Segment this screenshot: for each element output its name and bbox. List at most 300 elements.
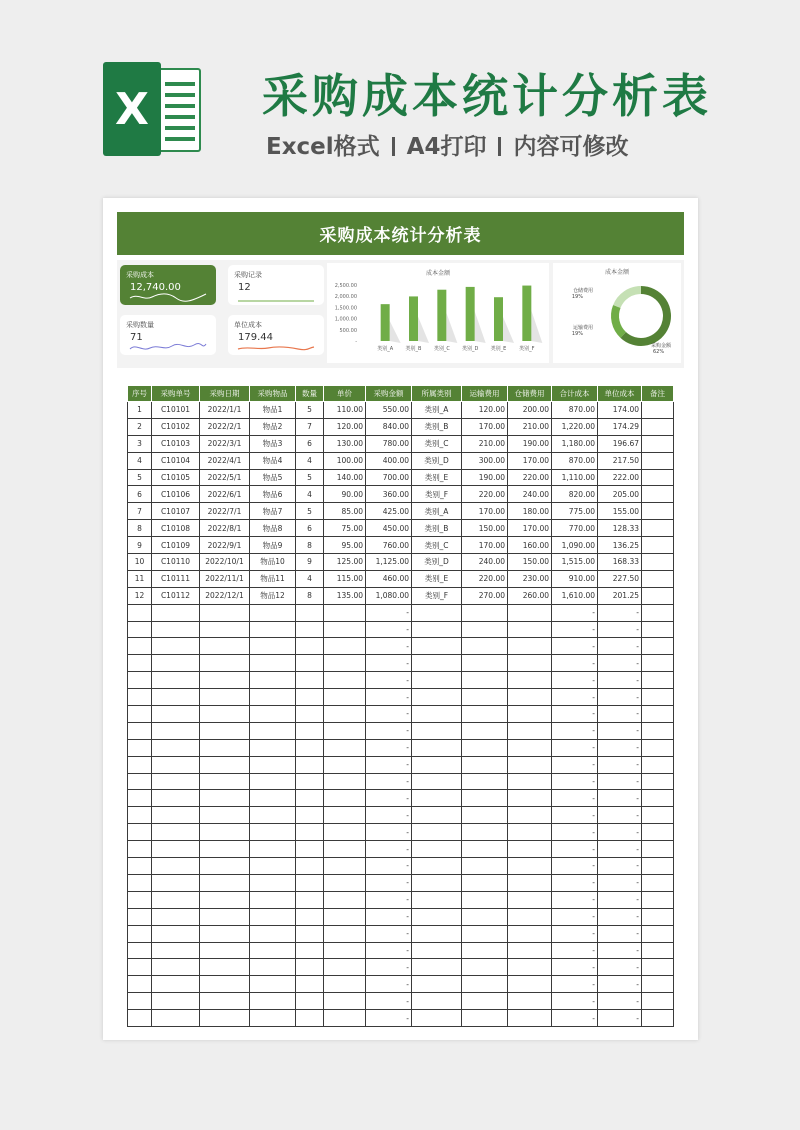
table-cell[interactable] (250, 790, 296, 807)
table-cell[interactable]: 270.00 (462, 587, 508, 604)
table-cell[interactable]: - (366, 638, 412, 655)
table-cell[interactable]: 210.00 (508, 418, 552, 435)
table-cell[interactable] (462, 993, 508, 1010)
table-cell[interactable] (250, 908, 296, 925)
table-cell[interactable]: 6 (296, 520, 324, 537)
table-cell[interactable] (128, 807, 152, 824)
table-cell[interactable] (324, 790, 366, 807)
table-cell[interactable]: - (552, 1010, 598, 1027)
table-cell[interactable] (128, 891, 152, 908)
table-cell[interactable]: 450.00 (366, 520, 412, 537)
table-cell[interactable] (296, 672, 324, 689)
table-cell[interactable] (462, 706, 508, 723)
table-cell[interactable] (200, 841, 250, 858)
table-cell[interactable]: 201.25 (598, 587, 642, 604)
table-cell[interactable]: C10102 (152, 418, 200, 435)
table-cell[interactable]: C10112 (152, 587, 200, 604)
table-cell[interactable]: 6 (128, 486, 152, 503)
table-cell[interactable] (462, 976, 508, 993)
table-cell[interactable]: 910.00 (552, 570, 598, 587)
table-cell[interactable] (508, 655, 552, 672)
table-cell[interactable] (250, 722, 296, 739)
table-cell[interactable]: C10103 (152, 435, 200, 452)
table-cell[interactable]: 170.00 (462, 418, 508, 435)
table-cell[interactable] (152, 638, 200, 655)
table-cell[interactable]: - (552, 722, 598, 739)
table-cell[interactable] (508, 773, 552, 790)
table-cell[interactable] (642, 655, 674, 672)
table-cell[interactable] (324, 621, 366, 638)
table-cell[interactable] (250, 621, 296, 638)
table-cell[interactable]: 类别_E (412, 469, 462, 486)
table-cell[interactable]: 5 (296, 402, 324, 419)
table-cell[interactable]: 217.50 (598, 452, 642, 469)
table-cell[interactable] (152, 756, 200, 773)
table-cell[interactable] (412, 959, 462, 976)
table-cell[interactable]: C10105 (152, 469, 200, 486)
table-cell[interactable]: 4 (128, 452, 152, 469)
table-cell[interactable] (462, 621, 508, 638)
table-cell[interactable] (296, 891, 324, 908)
table-cell[interactable]: - (552, 858, 598, 875)
table-cell[interactable]: 1,125.00 (366, 554, 412, 571)
table-cell[interactable] (642, 959, 674, 976)
table-cell[interactable]: 物品6 (250, 486, 296, 503)
table-cell[interactable]: 75.00 (324, 520, 366, 537)
table-cell[interactable]: 2022/4/1 (200, 452, 250, 469)
table-cell[interactable] (250, 773, 296, 790)
table-cell[interactable]: 136.25 (598, 537, 642, 554)
table-cell[interactable] (152, 959, 200, 976)
table-cell[interactable] (324, 706, 366, 723)
table-cell[interactable] (128, 942, 152, 959)
table-cell[interactable]: 4 (296, 570, 324, 587)
table-cell[interactable] (642, 993, 674, 1010)
table-cell[interactable] (462, 722, 508, 739)
table-cell[interactable]: 150.00 (462, 520, 508, 537)
table-cell[interactable] (250, 824, 296, 841)
table-cell[interactable] (200, 638, 250, 655)
table-cell[interactable]: - (598, 942, 642, 959)
table-cell[interactable] (200, 824, 250, 841)
table-cell[interactable] (324, 858, 366, 875)
table-cell[interactable] (128, 604, 152, 621)
table-cell[interactable] (642, 773, 674, 790)
table-cell[interactable]: 2022/2/1 (200, 418, 250, 435)
table-cell[interactable]: 1,180.00 (552, 435, 598, 452)
table-cell[interactable] (642, 908, 674, 925)
table-cell[interactable]: - (598, 908, 642, 925)
table-cell[interactable]: 物品2 (250, 418, 296, 435)
table-cell[interactable] (296, 874, 324, 891)
table-cell[interactable]: - (552, 773, 598, 790)
table-cell[interactable]: 物品11 (250, 570, 296, 587)
table-cell[interactable]: 120.00 (462, 402, 508, 419)
table-cell[interactable] (642, 554, 674, 571)
table-cell[interactable] (200, 621, 250, 638)
table-cell[interactable]: 2022/5/1 (200, 469, 250, 486)
table-cell[interactable] (200, 891, 250, 908)
table-cell[interactable] (642, 756, 674, 773)
table-cell[interactable]: 160.00 (508, 537, 552, 554)
table-cell[interactable]: 物品5 (250, 469, 296, 486)
table-cell[interactable] (462, 942, 508, 959)
table-cell[interactable] (200, 790, 250, 807)
table-cell[interactable] (296, 942, 324, 959)
table-cell[interactable] (642, 807, 674, 824)
table-cell[interactable] (296, 841, 324, 858)
table-cell[interactable] (508, 841, 552, 858)
table-cell[interactable] (462, 790, 508, 807)
table-cell[interactable]: 8 (296, 587, 324, 604)
table-cell[interactable]: 170.00 (508, 452, 552, 469)
table-cell[interactable]: 1,515.00 (552, 554, 598, 571)
table-cell[interactable] (296, 1010, 324, 1027)
table-cell[interactable] (508, 722, 552, 739)
table-cell[interactable]: - (552, 807, 598, 824)
table-cell[interactable]: 870.00 (552, 452, 598, 469)
table-cell[interactable] (250, 638, 296, 655)
table-cell[interactable]: 类别_A (412, 402, 462, 419)
table-cell[interactable] (462, 756, 508, 773)
table-cell[interactable] (642, 925, 674, 942)
table-cell[interactable]: 227.50 (598, 570, 642, 587)
table-cell[interactable] (462, 858, 508, 875)
table-cell[interactable]: 2022/11/1 (200, 570, 250, 587)
table-cell[interactable]: 550.00 (366, 402, 412, 419)
table-cell[interactable] (128, 959, 152, 976)
table-cell[interactable] (128, 638, 152, 655)
table-cell[interactable]: 2022/10/1 (200, 554, 250, 571)
table-cell[interactable]: 196.67 (598, 435, 642, 452)
table-cell[interactable] (152, 824, 200, 841)
table-cell[interactable]: 5 (296, 503, 324, 520)
table-cell[interactable]: 100.00 (324, 452, 366, 469)
table-cell[interactable]: 8 (128, 520, 152, 537)
table-cell[interactable]: - (366, 976, 412, 993)
table-cell[interactable] (642, 739, 674, 756)
table-cell[interactable] (508, 807, 552, 824)
table-cell[interactable] (296, 739, 324, 756)
table-cell[interactable] (128, 689, 152, 706)
table-cell[interactable] (324, 874, 366, 891)
table-cell[interactable]: - (552, 756, 598, 773)
table-cell[interactable] (412, 706, 462, 723)
table-cell[interactable]: 1,090.00 (552, 537, 598, 554)
table-cell[interactable] (462, 604, 508, 621)
table-cell[interactable]: C10106 (152, 486, 200, 503)
table-cell[interactable] (462, 638, 508, 655)
table-cell[interactable]: - (598, 925, 642, 942)
table-cell[interactable]: C10101 (152, 402, 200, 419)
table-cell[interactable]: 180.00 (508, 503, 552, 520)
table-cell[interactable]: - (366, 874, 412, 891)
table-cell[interactable] (642, 1010, 674, 1027)
table-cell[interactable] (128, 858, 152, 875)
table-cell[interactable]: - (598, 773, 642, 790)
table-cell[interactable] (200, 942, 250, 959)
table-cell[interactable]: C10110 (152, 554, 200, 571)
table-cell[interactable] (296, 689, 324, 706)
table-cell[interactable] (412, 773, 462, 790)
table-cell[interactable] (128, 672, 152, 689)
table-cell[interactable]: - (552, 655, 598, 672)
table-cell[interactable]: - (552, 891, 598, 908)
table-cell[interactable]: 物品12 (250, 587, 296, 604)
table-cell[interactable]: - (598, 604, 642, 621)
table-cell[interactable] (462, 841, 508, 858)
table-cell[interactable]: 120.00 (324, 418, 366, 435)
table-cell[interactable] (152, 841, 200, 858)
table-cell[interactable]: - (598, 807, 642, 824)
table-cell[interactable] (250, 706, 296, 723)
table-cell[interactable]: 2022/9/1 (200, 537, 250, 554)
table-cell[interactable] (128, 874, 152, 891)
table-cell[interactable] (412, 858, 462, 875)
table-cell[interactable] (508, 739, 552, 756)
table-cell[interactable]: - (366, 942, 412, 959)
table-cell[interactable] (642, 638, 674, 655)
table-cell[interactable] (412, 942, 462, 959)
table-cell[interactable] (250, 756, 296, 773)
table-cell[interactable]: 240.00 (508, 486, 552, 503)
table-cell[interactable] (642, 672, 674, 689)
table-cell[interactable]: 12 (128, 587, 152, 604)
table-cell[interactable] (642, 486, 674, 503)
table-cell[interactable]: 2022/6/1 (200, 486, 250, 503)
table-cell[interactable]: 5 (128, 469, 152, 486)
table-cell[interactable] (462, 891, 508, 908)
table-cell[interactable] (642, 537, 674, 554)
table-cell[interactable] (152, 1010, 200, 1027)
table-cell[interactable]: - (598, 655, 642, 672)
table-cell[interactable] (324, 993, 366, 1010)
table-cell[interactable]: - (552, 942, 598, 959)
table-cell[interactable]: 物品4 (250, 452, 296, 469)
table-cell[interactable] (462, 807, 508, 824)
table-cell[interactable] (200, 858, 250, 875)
table-cell[interactable]: 类别_E (412, 570, 462, 587)
table-cell[interactable] (412, 756, 462, 773)
table-cell[interactable] (642, 520, 674, 537)
table-cell[interactable]: 820.00 (552, 486, 598, 503)
table-cell[interactable] (200, 756, 250, 773)
table-cell[interactable] (412, 841, 462, 858)
table-cell[interactable] (128, 655, 152, 672)
table-cell[interactable] (324, 672, 366, 689)
table-cell[interactable] (412, 604, 462, 621)
table-cell[interactable]: - (598, 756, 642, 773)
table-cell[interactable] (462, 672, 508, 689)
table-cell[interactable] (200, 604, 250, 621)
table-cell[interactable] (200, 993, 250, 1010)
table-cell[interactable]: - (366, 858, 412, 875)
table-cell[interactable] (412, 874, 462, 891)
table-cell[interactable]: - (598, 790, 642, 807)
table-cell[interactable]: 2 (128, 418, 152, 435)
table-cell[interactable]: - (366, 841, 412, 858)
table-cell[interactable] (296, 756, 324, 773)
table-cell[interactable] (508, 874, 552, 891)
table-cell[interactable] (152, 773, 200, 790)
table-cell[interactable] (296, 706, 324, 723)
table-cell[interactable]: 2022/7/1 (200, 503, 250, 520)
table-cell[interactable] (324, 756, 366, 773)
table-cell[interactable]: 5 (296, 469, 324, 486)
table-cell[interactable] (152, 672, 200, 689)
table-cell[interactable] (508, 790, 552, 807)
table-cell[interactable]: 类别_D (412, 452, 462, 469)
table-cell[interactable]: 190.00 (462, 469, 508, 486)
table-cell[interactable]: 1 (128, 402, 152, 419)
table-cell[interactable] (128, 824, 152, 841)
table-cell[interactable] (324, 638, 366, 655)
table-cell[interactable]: 130.00 (324, 435, 366, 452)
table-cell[interactable] (642, 942, 674, 959)
table-cell[interactable]: 400.00 (366, 452, 412, 469)
table-cell[interactable]: 300.00 (462, 452, 508, 469)
table-cell[interactable]: - (598, 993, 642, 1010)
table-cell[interactable]: - (366, 756, 412, 773)
table-cell[interactable] (250, 993, 296, 1010)
table-cell[interactable]: 物品9 (250, 537, 296, 554)
table-cell[interactable] (200, 908, 250, 925)
table-cell[interactable]: 物品1 (250, 402, 296, 419)
table-cell[interactable]: 210.00 (462, 435, 508, 452)
table-cell[interactable]: 360.00 (366, 486, 412, 503)
table-cell[interactable] (152, 858, 200, 875)
table-cell[interactable]: C10109 (152, 537, 200, 554)
table-cell[interactable]: 9 (128, 537, 152, 554)
table-cell[interactable]: C10108 (152, 520, 200, 537)
table-cell[interactable]: - (366, 1010, 412, 1027)
table-cell[interactable] (412, 790, 462, 807)
table-cell[interactable]: - (598, 976, 642, 993)
table-cell[interactable] (642, 976, 674, 993)
table-cell[interactable] (462, 925, 508, 942)
table-cell[interactable] (250, 976, 296, 993)
table-cell[interactable]: - (366, 706, 412, 723)
table-cell[interactable] (128, 841, 152, 858)
table-cell[interactable]: 1,220.00 (552, 418, 598, 435)
table-cell[interactable] (508, 604, 552, 621)
table-cell[interactable] (152, 655, 200, 672)
table-cell[interactable]: - (598, 824, 642, 841)
table-cell[interactable]: 115.00 (324, 570, 366, 587)
table-cell[interactable] (642, 435, 674, 452)
table-cell[interactable]: - (366, 722, 412, 739)
table-cell[interactable] (128, 739, 152, 756)
table-cell[interactable] (152, 790, 200, 807)
table-cell[interactable] (250, 807, 296, 824)
table-cell[interactable]: - (552, 672, 598, 689)
table-cell[interactable] (324, 689, 366, 706)
table-cell[interactable]: - (366, 959, 412, 976)
table-cell[interactable] (296, 908, 324, 925)
table-cell[interactable] (642, 891, 674, 908)
table-cell[interactable]: - (366, 925, 412, 942)
table-cell[interactable]: - (552, 604, 598, 621)
table-cell[interactable]: 460.00 (366, 570, 412, 587)
table-cell[interactable] (412, 739, 462, 756)
table-cell[interactable]: - (552, 706, 598, 723)
table-cell[interactable] (508, 706, 552, 723)
table-cell[interactable]: 128.33 (598, 520, 642, 537)
table-cell[interactable] (296, 993, 324, 1010)
table-cell[interactable]: - (598, 959, 642, 976)
table-cell[interactable] (152, 874, 200, 891)
table-cell[interactable] (250, 672, 296, 689)
table-cell[interactable]: 11 (128, 570, 152, 587)
table-cell[interactable] (324, 925, 366, 942)
table-cell[interactable] (462, 874, 508, 891)
table-cell[interactable]: - (552, 638, 598, 655)
table-cell[interactable]: - (598, 689, 642, 706)
table-cell[interactable]: - (366, 773, 412, 790)
table-cell[interactable] (200, 655, 250, 672)
table-cell[interactable]: - (366, 908, 412, 925)
table-cell[interactable] (128, 621, 152, 638)
table-cell[interactable] (296, 638, 324, 655)
table-cell[interactable] (152, 604, 200, 621)
table-cell[interactable]: - (366, 807, 412, 824)
table-cell[interactable]: 230.00 (508, 570, 552, 587)
table-cell[interactable] (508, 621, 552, 638)
table-cell[interactable] (412, 807, 462, 824)
table-cell[interactable]: 1,110.00 (552, 469, 598, 486)
table-cell[interactable] (508, 959, 552, 976)
table-cell[interactable] (412, 689, 462, 706)
table-cell[interactable] (296, 790, 324, 807)
table-cell[interactable]: 物品10 (250, 554, 296, 571)
table-cell[interactable]: 10 (128, 554, 152, 571)
table-cell[interactable]: 150.00 (508, 554, 552, 571)
table-cell[interactable] (324, 908, 366, 925)
table-cell[interactable]: - (552, 959, 598, 976)
table-cell[interactable]: - (552, 621, 598, 638)
table-cell[interactable]: - (598, 874, 642, 891)
table-cell[interactable]: 95.00 (324, 537, 366, 554)
table-cell[interactable] (200, 807, 250, 824)
table-cell[interactable]: - (598, 841, 642, 858)
table-cell[interactable]: 2022/1/1 (200, 402, 250, 419)
table-cell[interactable] (642, 706, 674, 723)
table-cell[interactable] (324, 841, 366, 858)
table-cell[interactable]: - (366, 739, 412, 756)
table-cell[interactable]: - (598, 621, 642, 638)
table-cell[interactable]: 155.00 (598, 503, 642, 520)
table-cell[interactable]: - (598, 1010, 642, 1027)
table-cell[interactable]: - (552, 874, 598, 891)
table-cell[interactable] (296, 976, 324, 993)
table-cell[interactable]: - (552, 790, 598, 807)
table-cell[interactable]: 174.00 (598, 402, 642, 419)
table-cell[interactable] (324, 807, 366, 824)
table-cell[interactable] (508, 858, 552, 875)
table-cell[interactable]: - (552, 976, 598, 993)
table-cell[interactable] (200, 959, 250, 976)
table-cell[interactable]: 类别_A (412, 503, 462, 520)
table-cell[interactable] (200, 739, 250, 756)
table-cell[interactable] (324, 824, 366, 841)
table-cell[interactable]: 170.00 (462, 537, 508, 554)
table-cell[interactable] (324, 722, 366, 739)
table-cell[interactable] (296, 722, 324, 739)
table-cell[interactable] (128, 790, 152, 807)
table-cell[interactable] (128, 773, 152, 790)
table-cell[interactable] (250, 1010, 296, 1027)
table-cell[interactable] (128, 722, 152, 739)
